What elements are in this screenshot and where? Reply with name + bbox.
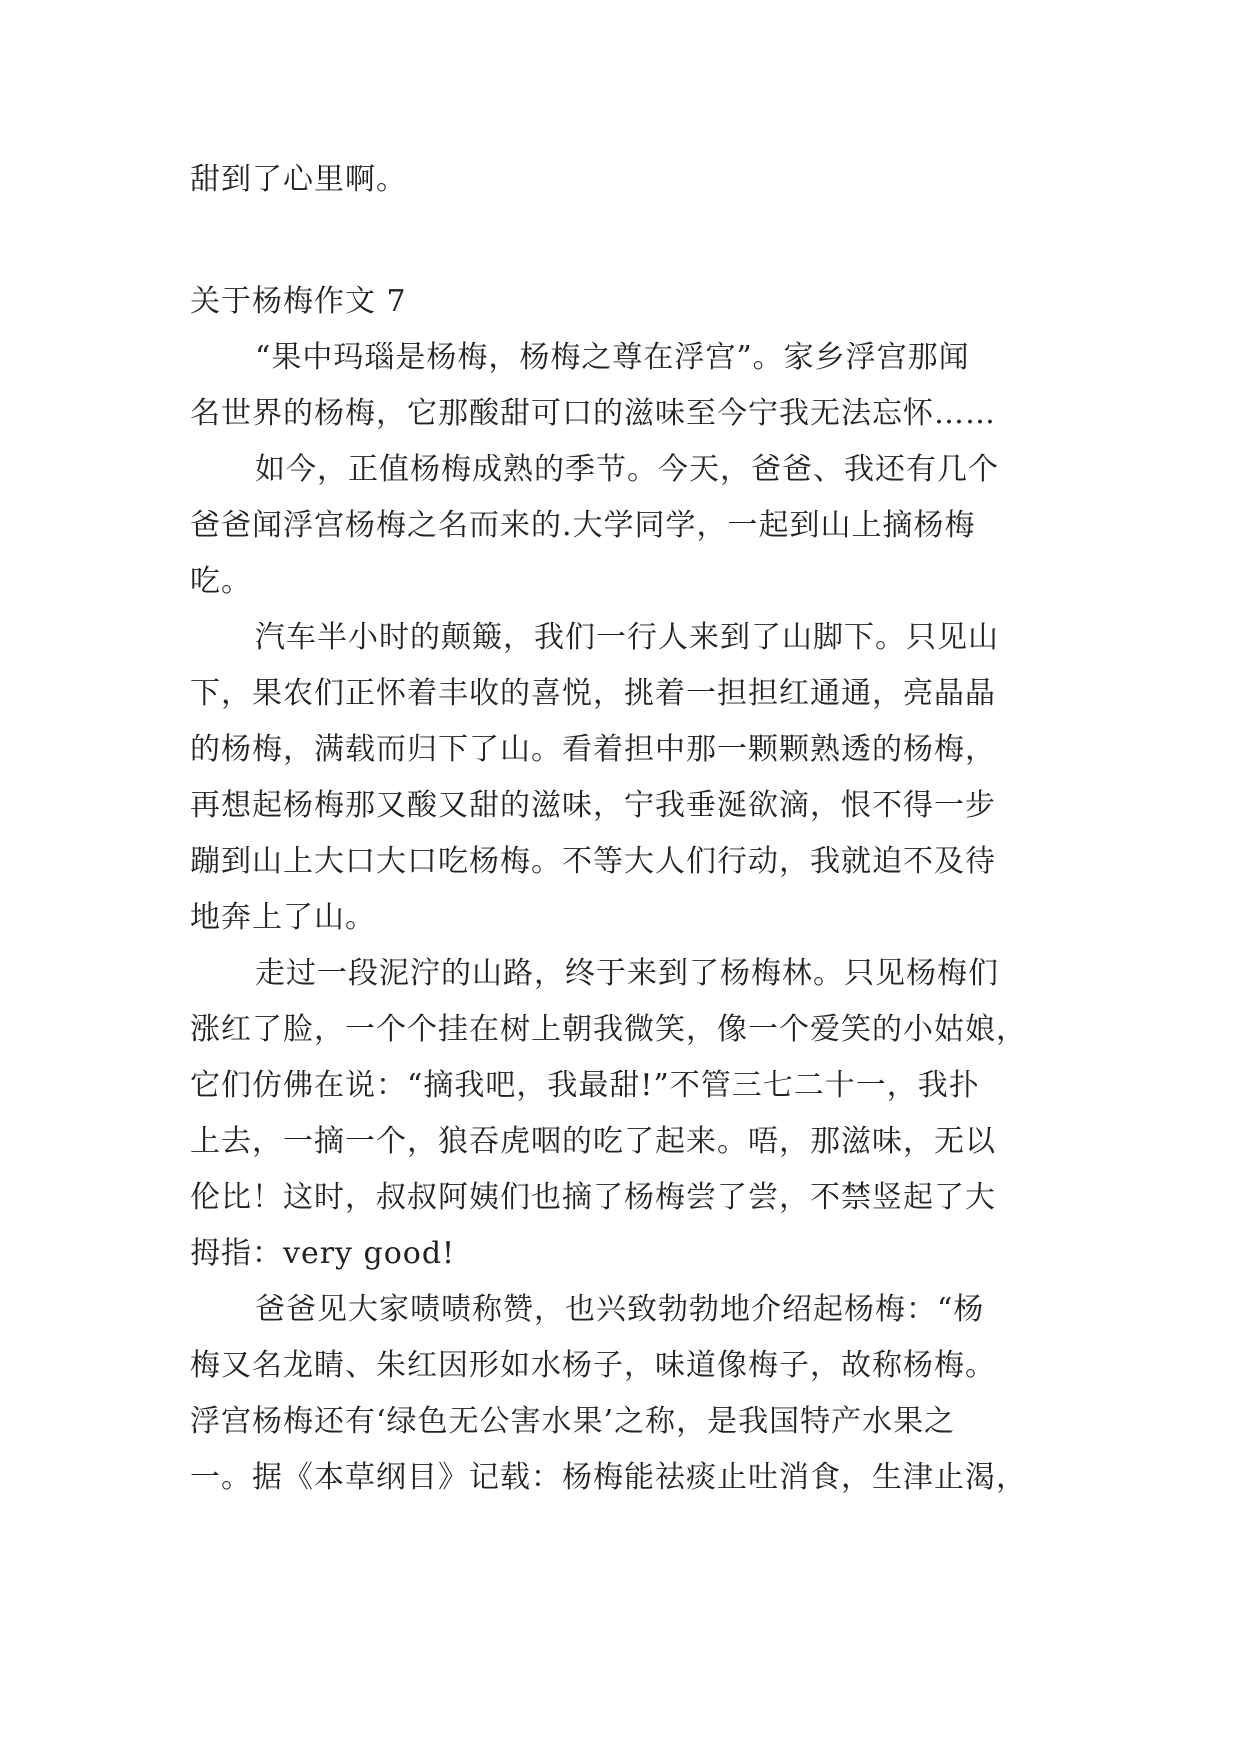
text-line: “果中玛瑙是杨梅，杨梅之尊在浮宫”。家乡浮宫那闻 [255,340,970,375]
text-line: 名世界的杨梅，它那酸甜可口的滋味至今宁我无法忘怀…… [190,396,996,431]
text-line: 涨红了脸，一个个挂在树上朝我微笑，像一个爱笑的小姑娘， [190,1012,1027,1047]
text-line: 梅又名龙睛、朱红因形如水杨子，味道像梅子，故称杨梅。 [190,1348,996,1383]
text-line: 蹦到山上大口大口吃杨梅。不等大人们行动，我就迫不及待 [190,844,996,879]
text-line: 拇指：very good! [190,1236,456,1271]
text-line: 吃。 [190,564,252,599]
text-line: 走过一段泥泞的山路，终于来到了杨梅林。只见杨梅们 [255,956,999,991]
text-line: 一。据《本草纲目》记载：杨梅能祛痰止吐消食，生津止渴， [190,1460,1027,1495]
text-line: 下，果农们正怀着丰收的喜悦，挑着一担担红通通，亮晶晶 [190,676,996,711]
text-line: 再想起杨梅那又酸又甜的滋味，宁我垂涎欲滴，恨不得一步 [190,788,996,823]
text-line: 爸爸见大家啧啧称赞，也兴致勃勃地介绍起杨梅：“杨 [255,1292,985,1327]
text-line: 伦比！这时，叔叔阿姨们也摘了杨梅尝了尝，不禁竖起了大 [190,1180,996,1215]
text-line: 上去，一摘一个，狼吞虎咽的吃了起来。唔，那滋味，无以 [190,1124,996,1159]
text-line: 汽车半小时的颠簸，我们一行人来到了山脚下。只见山 [255,620,999,655]
text-line: 甜到了心里啊。 [190,162,407,197]
text-line: 它们仿佛在说：“摘我吧，我最甜!”不管三七二十一，我扑 [190,1068,980,1103]
section-heading: 关于杨梅作文 7 [190,284,407,319]
text-line: 爸爸闻浮宫杨梅之名而来的.大学同学，一起到山上摘杨梅 [190,508,976,543]
text-line: 地奔上了山。 [190,900,376,935]
text-line: 如今，正值杨梅成熟的季节。今天，爸爸、我还有几个 [255,452,999,487]
text-line: 浮宫杨梅还有‘绿色无公害水果’之称，是我国特产水果之 [190,1404,956,1439]
text-line: 的杨梅，满载而归下了山。看着担中那一颗颗熟透的杨梅， [190,732,996,767]
